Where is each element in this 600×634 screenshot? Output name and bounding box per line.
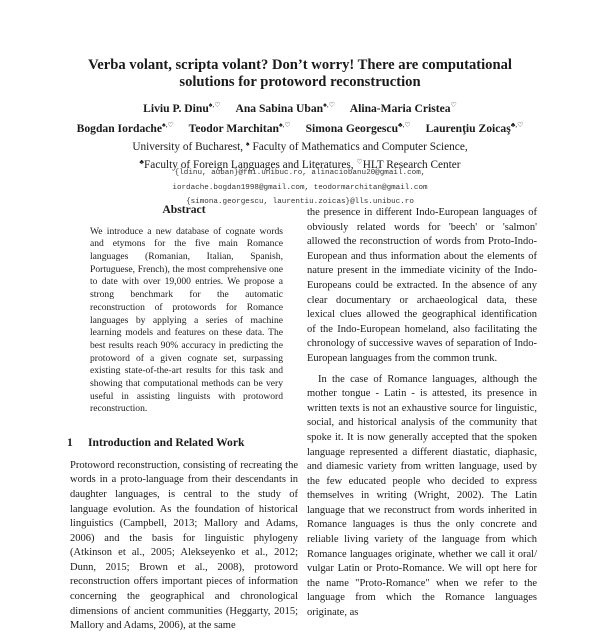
authors-row-2 xyxy=(0,117,600,137)
email-line: {simona.georgescu, laurentiu.zoicas}@lls.unibuc.ro xyxy=(186,198,414,206)
club-mark-icon: ♣ xyxy=(139,158,145,166)
author: Alina-Maria Cristea♡ xyxy=(349,101,457,115)
author: Simona Georgescu♣,♡ xyxy=(305,121,411,135)
body-paragraph: In the case of Romance languages, although the mother tongue - Latin - is attested, its presence in written texts is not an exhaustive source for linguistic, social, and historical analysis of the community that spoke it. It is now generally accepted that the spoken language represented a different diastatic, diaphasic, and diamesic variety from written language, used by the few educated people who decided to express themselves in writing (Wright, 2002). The Latin language that we reconstruct from words inherited in Romance languages is thus the only concrete and reliable living variety of the language from which Romance languages originate, whether we call it oral/ vulgar Latin or Proto-Romance. We will opt here for the name "Proto-Romance" when we refer to the language from which the Romance languages originate, as xyxy=(307,373,537,619)
section-heading xyxy=(67,436,298,451)
section-number: 1 xyxy=(67,436,73,450)
right-column xyxy=(307,206,537,621)
author: Bogdan Iordache♠,♡ xyxy=(76,121,174,135)
left-column xyxy=(67,203,298,634)
email-line: iordache.bogdan1998@gmail.com, teodormarchitan@gmail.com xyxy=(172,183,428,192)
author: Ana Sabina Uban♠,♡ xyxy=(235,101,335,115)
title-line-1: Verba volant, scripta volant? Don’t worry! There are computational xyxy=(88,57,512,73)
authors-row-1 xyxy=(0,97,600,117)
author-list xyxy=(0,97,600,137)
author: Teodor Marchitan♠,♡ xyxy=(188,121,291,135)
title-line-2: solutions for protoword reconstruction xyxy=(179,74,421,90)
section-title: Introduction and Related Work xyxy=(88,436,245,450)
paper-title xyxy=(0,57,600,91)
email-line: {ldinu, auban}@fmi.unibuc.ro, alinaciobanu20@gmail.com, xyxy=(174,169,426,177)
spade-mark-icon: ♠ xyxy=(245,140,250,148)
abstract-body: We introduce a new database of cognate words and etymons for the five main Romance languages (Romanian, Italian, Spanish, Portuguese, French), the most comprehensive one to date with over 19,000 entries. We propose a strong benchmark for the automatic reconstruction of protowords for Romance languages by applying a series of machine learning models and features on these data. The best results reach 90% accuracy in predicting the protoword of a given cognate set, surpassing existing state-of-the-art results for this task and showing that computational methods can be very useful in assisting linguists with protoword reconstruction. xyxy=(90,225,283,415)
author: Laurenţiu Zoicaş♣,♡ xyxy=(425,121,524,135)
affiliation-line-2: ♣Faculty of Foreign Languages and Literatures, ♡HLT Research Center xyxy=(139,158,461,171)
abstract-heading: Abstract xyxy=(162,203,206,216)
author: Liviu P. Dinu♠,♡ xyxy=(143,101,221,115)
intro-paragraph: Protoword reconstruction, consisting of recreating the words in a proto-language from their descendants in daughter languages, is central to the study of language evolution. As the foundation of historical linguistics (Campbell, 2013; Mallory and Adams, 2006) and the basis for linguistic phylogeny (Atkinson et al., 2005; Alekseyenko et al., 2012; Dunn, 2015; Brown et al., 2008), protoword reconstruction offers important pieces of information concerning the geographical and chronological dimensions of ancient communities (Heggarty, 2015; Mallory and Adams, 2006), at the same xyxy=(70,459,298,632)
heart-mark-icon: ♡ xyxy=(356,158,363,166)
affiliation-line-1: University of Bucharest, ♠ Faculty of Mathematics and Computer Science, xyxy=(132,140,468,153)
body-paragraph: the presence in different Indo-European languages of obviously related words for 'beech' or 'salmon' allowed the reconstruction of words from Proto-Indo-European and thus information about the elements of nature present in the immediate vicinity of the Indo-Europeans could be extracted. In the absence of any clear documentary or archaeological data, these lexical clues allowed the geographical identification of the Indo-European homeland, also facilitating the chronology of successive waves of separation of Indo-European languages from the common trunk. xyxy=(307,207,537,364)
